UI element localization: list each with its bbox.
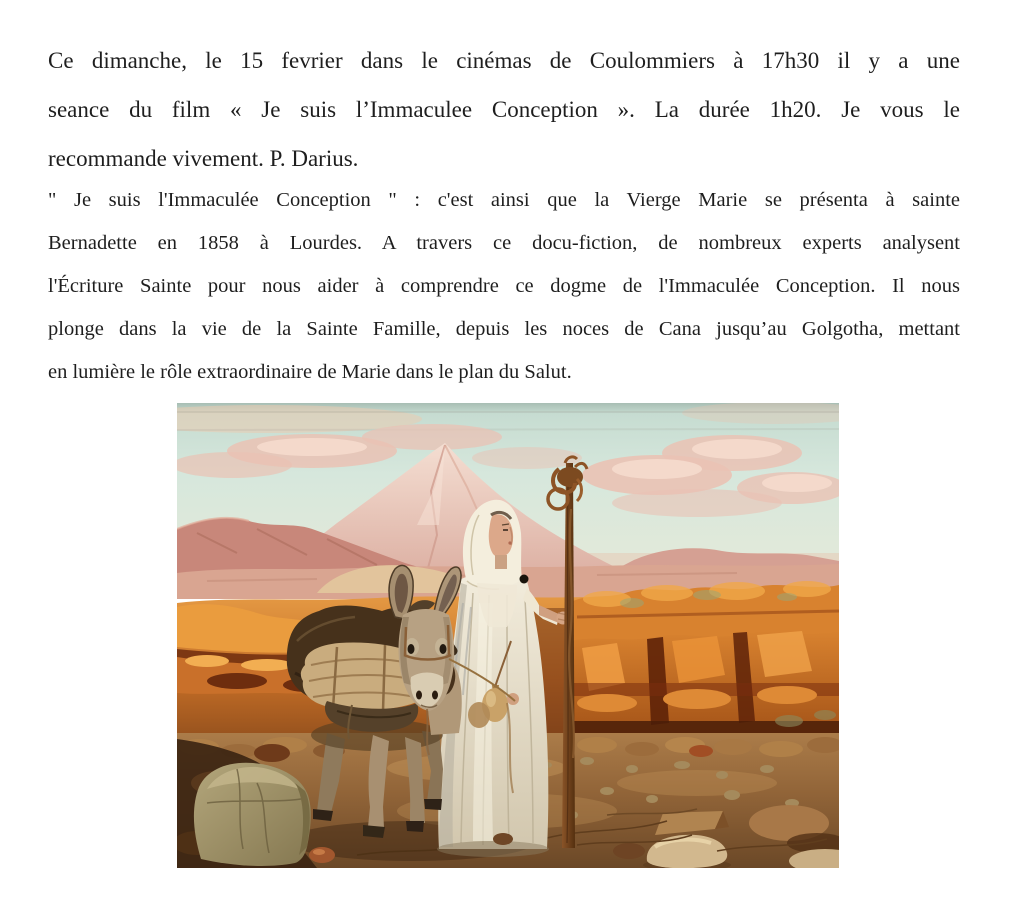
synopsis-line: plonge dans la vie de la Sainte Famille, depuis les noces de Cana jusqu’au Golgotha, mettant [48, 318, 960, 340]
synopsis-line: Bernadette en 1858 à Lourdes. A travers ce docu-fiction, de nombreux experts analysent [48, 232, 960, 254]
synopsis-line: en lumière le rôle extraordinaire de Marie dans le plan du Salut. [48, 361, 572, 383]
announcement-paragraph [48, 36, 960, 183]
film-still-image [177, 403, 839, 868]
shoe [493, 833, 513, 845]
synopsis-line: " Je suis l'Immaculée Conception " : c'est ainsi que la Vierge Marie se présenta à sainte [48, 189, 960, 211]
synopsis-paragraph [48, 179, 960, 394]
synopsis-line: l'Écriture Sainte pour nous aider à comprendre ce dogme de l'Immaculée Conception. Il nous [48, 275, 960, 297]
dark-brooch [520, 575, 529, 584]
red-pebble [309, 847, 335, 863]
announcement-line: Ce dimanche, le 15 fevrier dans le cinémas de Coulommiers à 17h30 il y a une [48, 48, 960, 73]
announcement-line: seance du film « Je suis l’Immaculee Conception ». La durée 1h20. Je vous le [48, 97, 960, 122]
film-still-scene [177, 403, 839, 868]
announcement-line: recommande vivement. P. Darius. [48, 146, 359, 171]
